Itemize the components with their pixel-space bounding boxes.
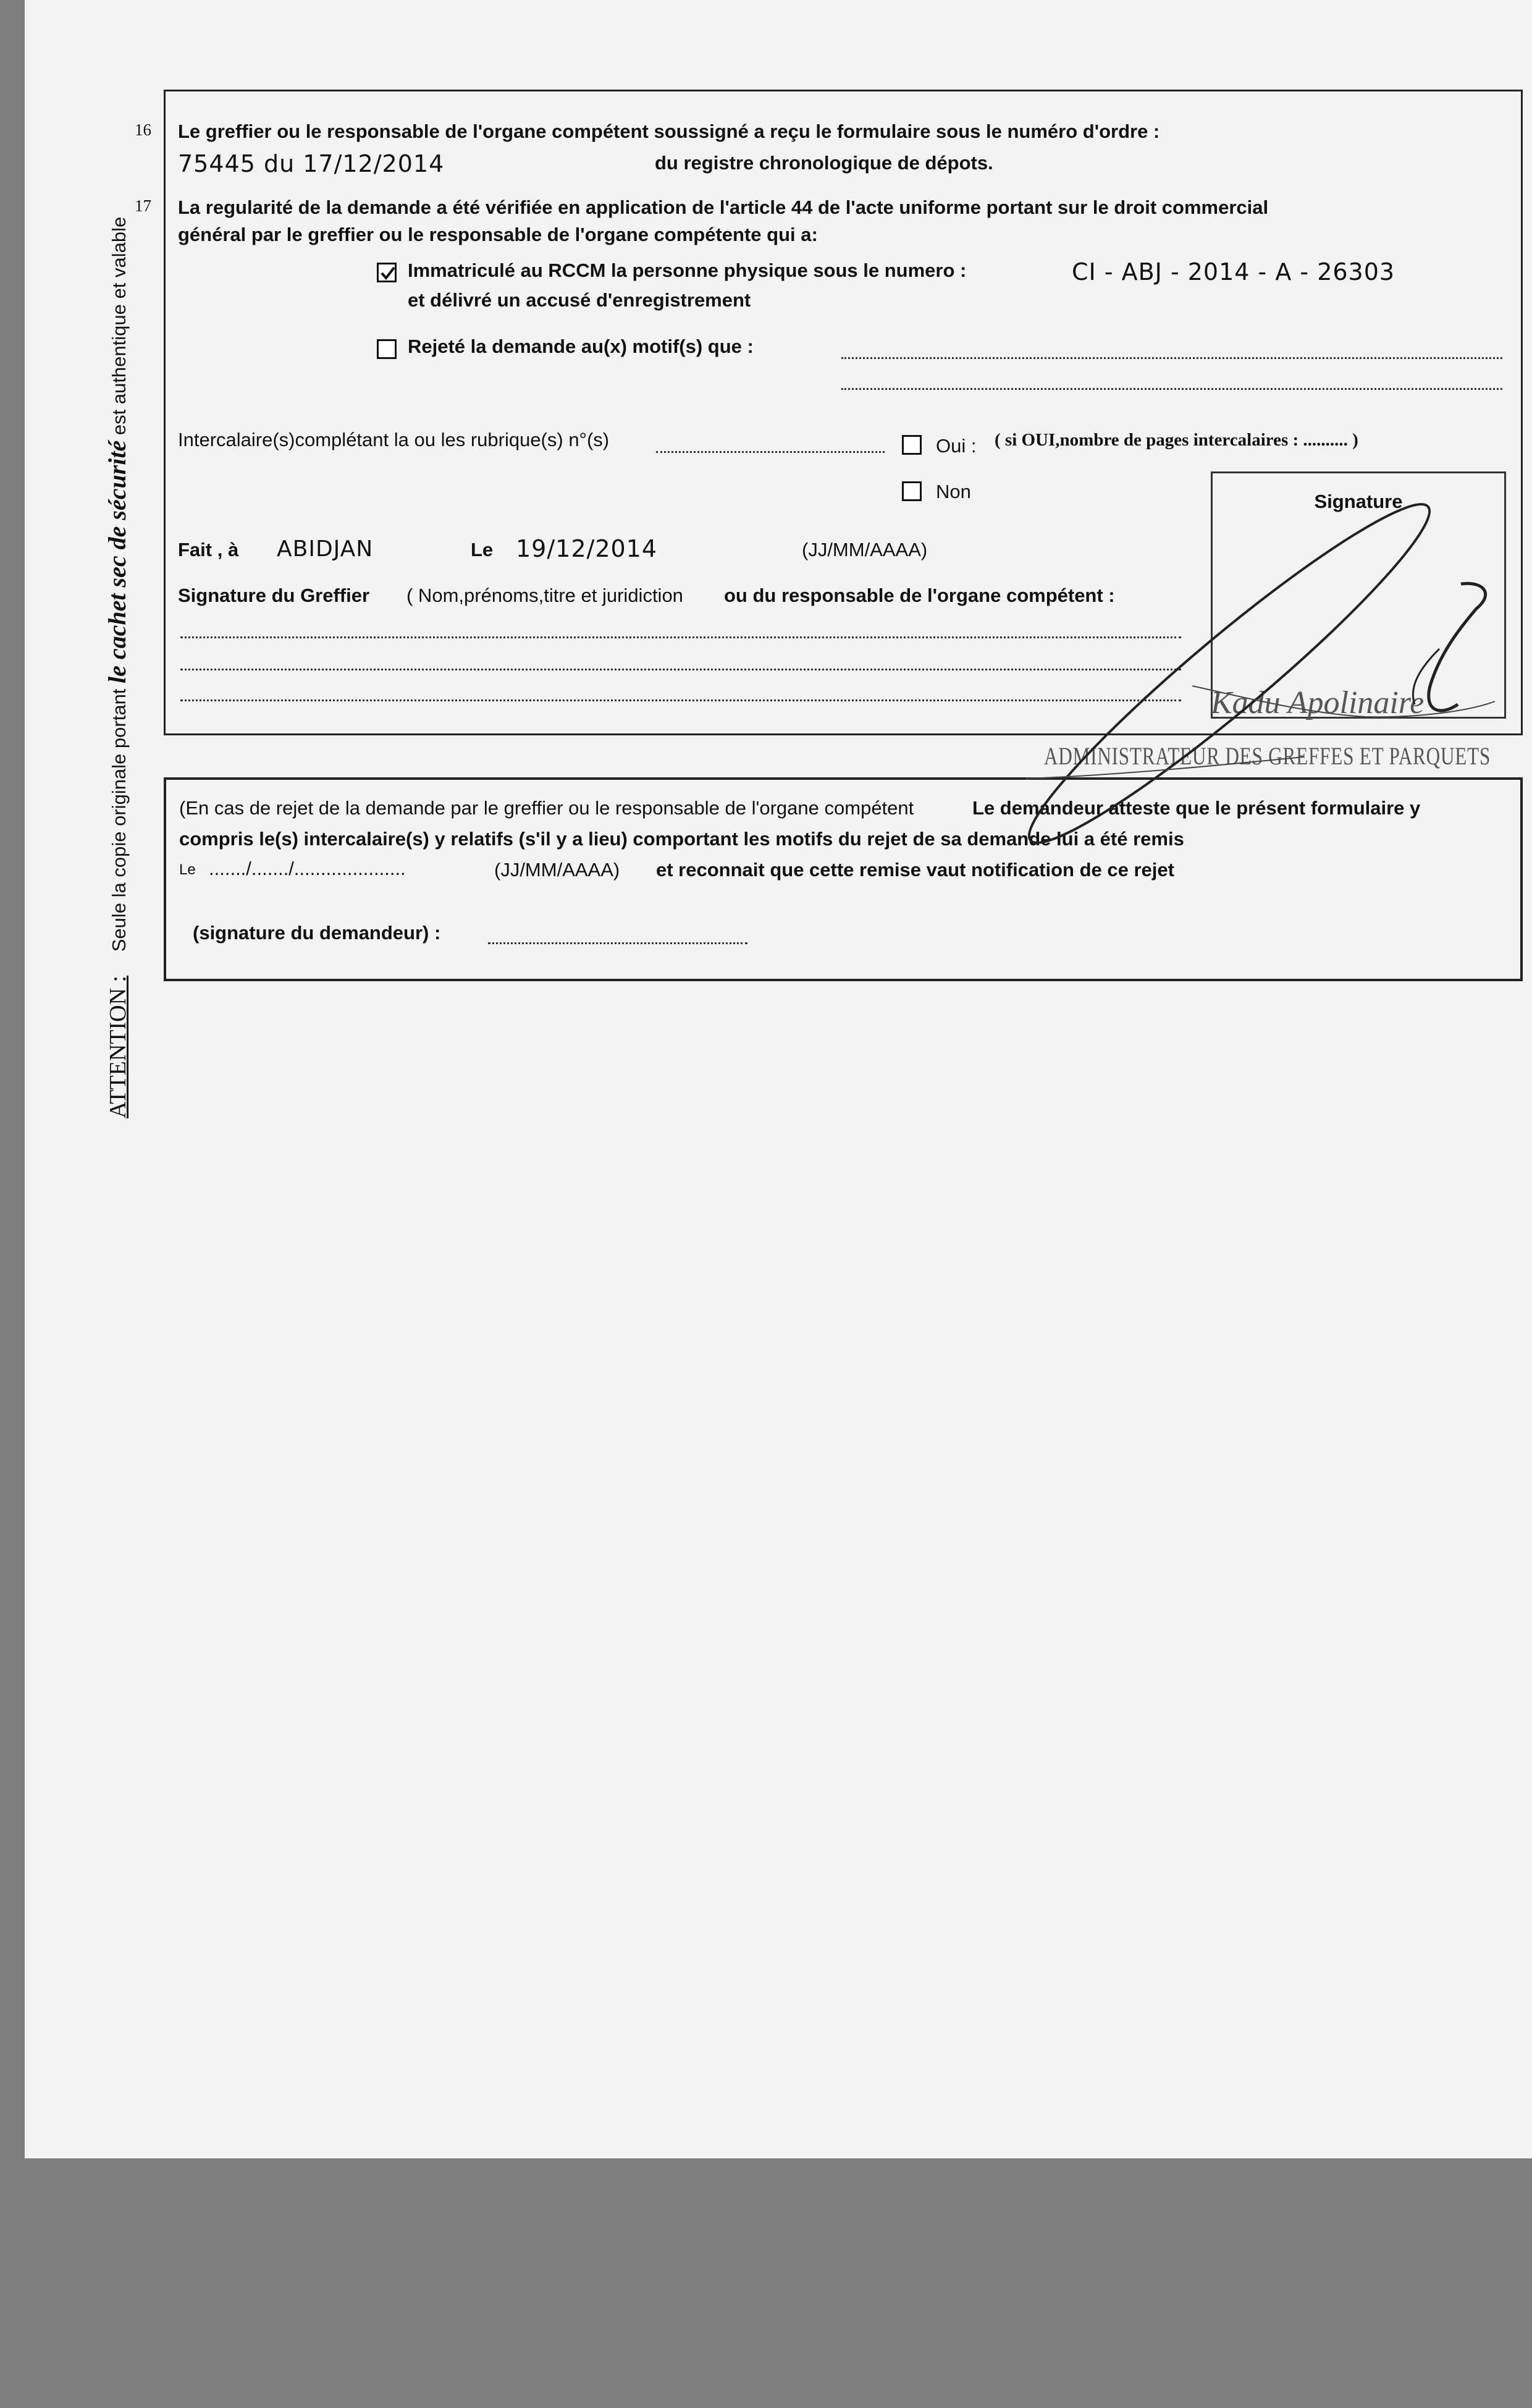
non-label: Non <box>936 481 971 502</box>
attention-label: ATTENTION : <box>105 975 131 1118</box>
date-label: Le <box>471 539 494 560</box>
stamp-name: Kadu Apolinaire <box>1211 685 1425 720</box>
remise-date-field[interactable]: ......./......./..................... <box>209 858 406 879</box>
signature-greffier-label: Signature du Greffier <box>178 585 370 606</box>
notice-part2: est authentique et valable <box>108 216 130 436</box>
date-value: 19/12/2014 <box>516 535 658 562</box>
order-number: 75445 du 17/12/2014 <box>178 150 445 177</box>
option-immatricule-label-2: et délivré un accusé d'enregistrement <box>408 289 751 311</box>
signature-greffier-detail: ( Nom,prénoms,titre et juridiction <box>406 585 683 606</box>
option-immatricule-label: Immatriculé au RCCM la personne physique sous le numero : <box>408 260 967 281</box>
intercalaire-label: Intercalaire(s)complétant la ou les rubrique(s) n°(s) <box>178 429 610 450</box>
applicant-attests-text-2: compris le(s) intercalaire(s) y relatifs (s'il y a lieu) comportant les motifs du rejet de sa demande lui a été remis <box>179 828 1184 850</box>
remise-date-format: (JJ/MM/AAAA) <box>494 859 620 881</box>
option-rejete-label: Rejeté la demande au(x) motif(s) que : <box>408 336 754 357</box>
registry-text: du registre chronologique de dépots. <box>655 152 993 174</box>
item-number-16: 16 <box>135 120 151 139</box>
item-number-17: 17 <box>135 196 151 215</box>
notice-part1: Seule la copie originale portant <box>108 688 130 952</box>
line-17-text-b: général par le greffier ou le responsable de l'organe compétente qui a: <box>178 224 818 245</box>
oui-label: Oui : <box>936 435 977 457</box>
stamp-title: ADMINISTRATEUR DES GREFFES ET PARQUETS <box>1044 742 1491 770</box>
line-16-text: Le greffier ou le responsable de l'organe compétent soussigné a reçu le formulaire sous le numéro d'ordre : <box>178 120 1160 142</box>
rccm-number: CI - ABJ - 2014 - A - 26303 <box>1072 258 1395 285</box>
notice-emphasis: le cachet sec de sécurité <box>103 440 131 683</box>
line-17-text-a: La regularité de la demande a été vérifiée en application de l'article 44 de l'acte uniforme portant sur le droit commercial <box>178 196 1269 218</box>
applicant-attests-text: Le demandeur atteste que le présent formulaire y <box>972 797 1421 819</box>
date-format-hint: (JJ/MM/AAAA) <box>802 539 928 560</box>
signature-greffier-or: ou du responsable de l'organe compétent : <box>724 585 1115 606</box>
fait-a-label: Fait , à <box>178 539 239 560</box>
rejection-case-text: (En cas de rejet de la demande par le greffier ou le responsable de l'organe compétent <box>179 797 914 819</box>
signature-box-label: Signature <box>1314 491 1403 512</box>
fait-a-value: ABIDJAN <box>277 536 374 562</box>
oui-note: ( si OUI,nombre de pages intercalaires : .......... ) <box>995 430 1358 450</box>
notification-text: et reconnait que cette remise vaut notification de ce rejet <box>656 859 1174 881</box>
applicant-signature-label: (signature du demandeur) : <box>193 922 441 944</box>
remise-date-label: Le <box>179 861 196 878</box>
